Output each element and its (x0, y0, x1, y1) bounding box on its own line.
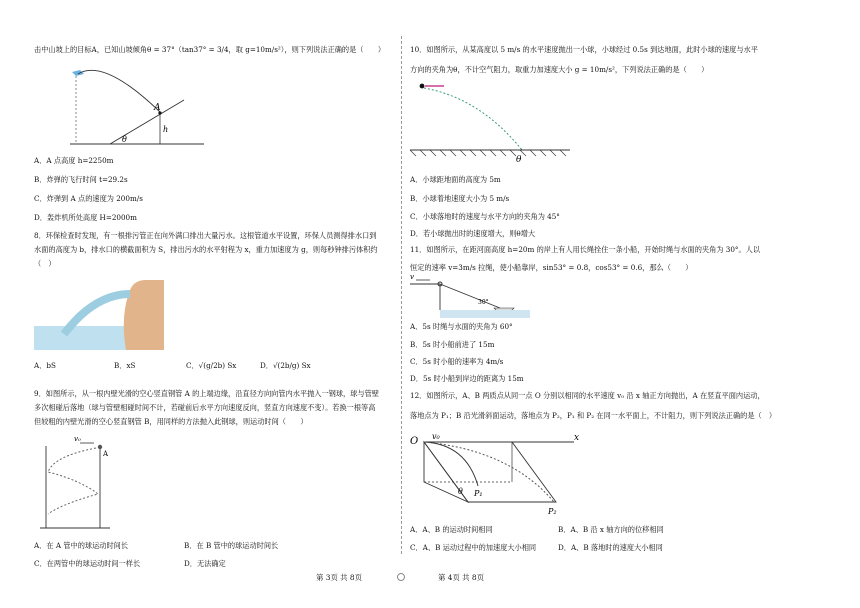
q12-stem-line1: 12．如图所示，A、B 两质点从同一点 O 分别以相同的水平速度 v₀ 沿 x 轴正方向抛出，A 在竖直平面内运动， (410, 391, 765, 400)
q10-figure (410, 80, 570, 166)
ball-path (48, 448, 98, 514)
river-water (440, 310, 530, 318)
q8-figure (34, 276, 164, 350)
q10-option-a: A．小球距地面的高度为 5m (410, 175, 501, 184)
q8-option-b: B．xS (114, 361, 136, 370)
q9-option-b: B．在 B 管中的球运动时间长 (184, 541, 279, 550)
q9-figure (40, 434, 120, 534)
q9-option-d: D．无法确定 (184, 559, 226, 568)
q7-option-d: D．轰炸机所处高度 H=2000m (34, 213, 137, 222)
label-x: x (574, 433, 580, 443)
label-h: h (163, 125, 169, 134)
q8-option-d: D．√(2b/g) Sx (260, 361, 311, 370)
label-theta: θ (122, 135, 127, 144)
q12-option-b: B．A、B 沿 x 轴方向的位移相同 (558, 525, 664, 534)
rope (440, 284, 500, 308)
label-o: O (410, 436, 419, 447)
q11-stem-line2: 恒定的速率 v=3m/s 拉绳，使小船靠岸，sin53° = 0.8，cos53° = 0.6，那么（ ） (410, 263, 693, 272)
q9-option-a: A．在 A 管中的球运动时间长 (34, 541, 129, 550)
q7-stem: 击中山坡上的目标A，已知山坡倾角θ = 37°（tan37° = 3/4，取 g=10m/s²），则下列说法正确的是（ ） (34, 45, 386, 54)
q10-option-b: B．小球着地速度大小为 5 m/s (410, 194, 510, 203)
q9-stem-line1: 9．如图所示，从一根内壁光滑的空心竖直钢管 A 的上端边缘，沿直径方向向管内水平抛入一钢球，球与管壁 (34, 389, 379, 398)
q10-option-d: D．若小球抛出时的速度增大，则θ增大 (410, 229, 536, 238)
q8-option-a: A．bS (34, 361, 56, 370)
q9-stem-line2: 多次相碰后落地（球与管壁相碰时间不计，若碰前后水平方向速度反向，竖直方向速度不变）。若换一根等高 (34, 403, 376, 412)
q12-figure (410, 430, 580, 520)
label-v0: v₀ (74, 435, 81, 443)
label-a-pipe: A (103, 450, 109, 458)
label-30deg: 30° (478, 299, 489, 306)
q11-figure (410, 274, 530, 320)
plane-icon (72, 70, 84, 76)
label-theta: θ (458, 487, 463, 496)
page-footer-right: 第 4页 共 8页 (438, 573, 485, 582)
label-p2: P₂ (548, 507, 557, 516)
label-theta: θ (516, 155, 522, 165)
q7-option-c: C．炸弹到 A 点的速度为 200m/s (34, 194, 143, 203)
q12-stem-line2: 落地点为 P₁；B 沿光滑斜面运动，落地点为 P₂，P₁ 和 P₂ 在同一水平面上，不计阻力，则下列说法正确的是（ ） (410, 411, 777, 420)
page-footer-left: 第 3页 共 8页 (316, 573, 363, 582)
q11-option-c: C．5s 时小船的速率为 4m/s (410, 357, 504, 366)
q9-stem-line3: 但较粗的内壁光滑的空心竖直钢管 B，用同样的方法抛入此钢球，则运动时间（ ） (34, 417, 308, 426)
q12-option-d: D．A、B 落地时的速度大小相同 (558, 543, 663, 552)
steel-ball (98, 445, 102, 449)
q12-option-c: C．A、B 运动过程中的加速度大小相同 (410, 543, 537, 552)
q11-stem-line1: 11．如图所示，在距河面高度 h=20m 的岸上有人用长绳拴住一条小船，开始时绳与水面的夹角为 30°。人以 (410, 245, 761, 254)
q11-option-b: B．5s 时小船前进了 15m (410, 340, 495, 349)
q8-stem-line2: 水面的高度为 b，排水口的横截面积为 S，排出污水的水平射程为 x，重力加速度为 g，则每秒钟排污体积约 (34, 245, 378, 254)
q10-stem-line2: 方向的夹角为θ，不计空气阻力，取重力加速度大小 g = 10m/s²，下列说法正确的是（ ） (410, 65, 709, 74)
q10-option-c: C．小球落地时的速度与水平方向的夹角为 45° (410, 212, 560, 221)
q10-stem-line1: 10．如图所示，从某高度以 5 m/s 的水平速度抛出一小球，小球经过 0.5s 到达地面，此时小球的速度与水平 (410, 45, 758, 54)
column-divider (401, 36, 402, 554)
q11-option-a: A．5s 时绳与水面的夹角为 60° (410, 322, 513, 331)
q8-stem-line3: （ ） (34, 259, 56, 268)
ball (420, 84, 425, 89)
q7-figure (64, 64, 204, 154)
center-binding-hole-icon (397, 573, 405, 581)
label-v0: v₀ (432, 432, 440, 441)
label-a: A (154, 103, 161, 113)
q12-option-a: A．A、B 的运动时间相同 (410, 525, 493, 534)
q9-option-c: C．在两管中的球运动时间一样长 (34, 559, 141, 568)
incline-plane (424, 442, 556, 502)
q11-option-d: D．5s 时小船到岸边的距离为 15m (410, 374, 524, 383)
label-v: v (410, 273, 414, 281)
q8-stem-line1: 8．环保检查时发现，有一根排污管正在向外满口排出大量污水。这根管道水平设置，环保人员测得排水口到 (34, 231, 377, 240)
ball-trajectory (424, 88, 522, 150)
q8-option-c: C．√(g/2b) Sx (186, 361, 237, 370)
label-p1: P₁ (474, 489, 483, 498)
ground-hatching (410, 150, 566, 156)
q7-option-a: A．A 点高度 h=2250m (34, 156, 114, 165)
bomb-trajectory (78, 70, 160, 112)
q7-option-b: B．炸弹的飞行时间 t=29.2s (34, 175, 128, 184)
